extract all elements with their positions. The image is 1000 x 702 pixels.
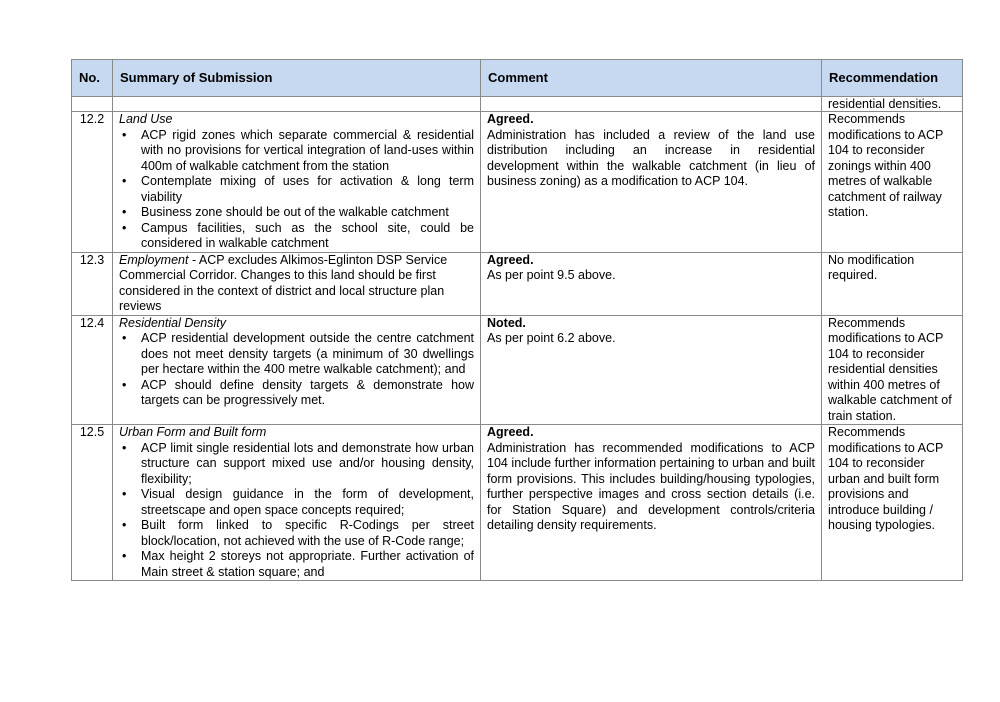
summary-bullet-list bbox=[119, 331, 474, 409]
cell-no bbox=[72, 97, 113, 112]
cell-no: 12.4 bbox=[72, 315, 113, 425]
list-item: • Campus facilities, such as the school site, could be considered in walkable catchment bbox=[141, 221, 474, 252]
header-recommendation: Recommendation bbox=[822, 60, 963, 97]
cell-recommendation: Recommends modifications to ACP 104 to reconsider residential densities within 400 metres of walkable catchment of train station. bbox=[822, 315, 963, 425]
comment-text: Administration has recommended modifications to ACP 104 include further information pertaining to urban and built form provisions. This includes building/housing typologies, further perspective images and cross section details (i.e. for Station Square) and development controls/criteria detailing density requirements. bbox=[487, 440, 815, 532]
cell-comment bbox=[481, 425, 822, 581]
list-item: • ACP should define density targets & demonstrate how targets can be progressively met. bbox=[141, 378, 474, 409]
table-header-row bbox=[72, 60, 963, 97]
cell-recommendation: No modification required. bbox=[822, 252, 963, 315]
list-item: • ACP residential development outside the centre catchment does not meet density targets (a minimum of 30 dwellings per hectare within the 400 metre walkable catchment); and bbox=[141, 331, 474, 378]
table-row bbox=[72, 425, 963, 581]
cell-summary bbox=[113, 252, 481, 315]
table-row bbox=[72, 112, 963, 253]
cell-recommendation: Recommends modifications to ACP 104 to reconsider zonings within 400 metres of walkable catchment of railway station. bbox=[822, 112, 963, 253]
list-item: • Visual design guidance in the form of development, streetscape and open space concepts required; bbox=[141, 487, 474, 518]
cell-summary bbox=[113, 112, 481, 253]
comment-heading: Noted. bbox=[487, 315, 526, 330]
summary-topic: Residential Density bbox=[119, 315, 226, 330]
summary-bullet-list bbox=[119, 441, 474, 581]
cell-no: 12.5 bbox=[72, 425, 113, 581]
comment-text: Administration has included a review of the land use distribution including an increase in residential development within the walkable catchment (in lieu of business zoning) as a modification to ACP 104. bbox=[487, 127, 815, 188]
summary-topic: Land Use bbox=[119, 112, 173, 126]
table-row-continuation bbox=[72, 97, 963, 112]
comment-text: As per point 6.2 above. bbox=[487, 331, 616, 345]
cell-summary bbox=[113, 97, 481, 112]
list-item: • ACP limit single residential lots and demonstrate how urban structure can support mixed use and/or housing density, flexibility; bbox=[141, 441, 474, 488]
summary-bullet-list bbox=[119, 128, 474, 252]
cell-comment bbox=[481, 252, 822, 315]
cell-summary bbox=[113, 425, 481, 581]
cell-no: 12.2 bbox=[72, 112, 113, 253]
table-row bbox=[72, 315, 963, 425]
cell-no: 12.3 bbox=[72, 252, 113, 315]
cell-summary bbox=[113, 315, 481, 425]
header-no: No. bbox=[72, 60, 113, 97]
header-summary: Summary of Submission bbox=[113, 60, 481, 97]
comment-text: As per point 9.5 above. bbox=[487, 268, 616, 282]
cell-recommendation: Recommends modifications to ACP 104 to reconsider urban and built form provisions and introduce building / housing typologies. bbox=[822, 425, 963, 581]
comment-heading: Agreed. bbox=[487, 252, 534, 267]
summary-topic: Urban Form and Built form bbox=[119, 425, 267, 439]
cell-comment bbox=[481, 315, 822, 425]
list-item: • Contemplate mixing of uses for activation & long term viability bbox=[141, 174, 474, 205]
cell-comment bbox=[481, 97, 822, 112]
summary-text: - ACP excludes Alkimos-Eglinton DSP Service Commercial Corridor. Changes to this land should be first considered in the context of district and local structure plan reviews bbox=[119, 252, 448, 313]
table-row bbox=[72, 252, 963, 315]
comment-heading: Agreed. bbox=[487, 425, 534, 439]
submissions-table bbox=[71, 59, 963, 581]
header-comment: Comment bbox=[481, 60, 822, 97]
list-item: • Max height 2 storeys not appropriate. Further activation of Main street & station square; and bbox=[141, 549, 474, 580]
list-item: • Built form linked to specific R-Codings per street block/location, not achieved with the use of R-Code range; bbox=[141, 518, 474, 549]
comment-heading: Agreed. bbox=[487, 112, 534, 126]
list-item: • ACP rigid zones which separate commercial & residential with no provisions for vertical integration of land-uses within 400m of walkable catchment from the station bbox=[141, 128, 474, 175]
cell-recommendation: residential densities. bbox=[822, 97, 963, 112]
list-item: • Business zone should be out of the walkable catchment bbox=[141, 205, 474, 221]
summary-topic: Employment bbox=[119, 252, 189, 267]
cell-comment bbox=[481, 112, 822, 253]
